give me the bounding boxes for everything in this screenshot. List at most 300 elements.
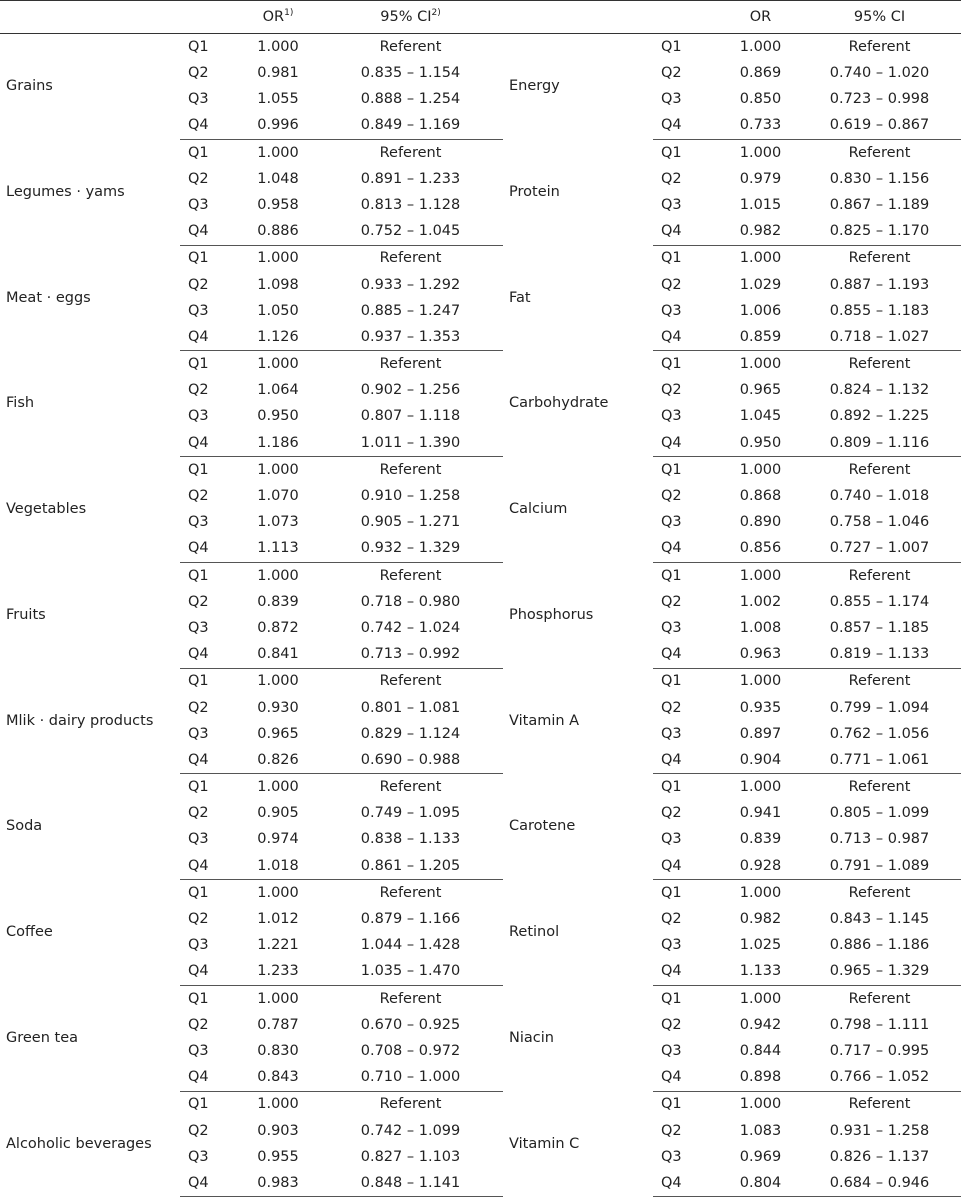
ci-value: 0.885 – 1.247 <box>360 302 461 319</box>
ci-value: 0.805 – 1.099 <box>829 805 930 822</box>
or-value: 1.083 <box>739 1122 782 1139</box>
or-value: 1.000 <box>739 144 782 161</box>
quartile-label: Q2 <box>188 170 209 187</box>
ci-value: Referent <box>848 356 911 373</box>
ci-value: Referent <box>848 779 911 796</box>
or-value: 1.000 <box>257 990 299 1007</box>
header-or-right: OR <box>723 1 798 34</box>
food-group-name: Grains <box>6 78 53 95</box>
ci-value: Referent <box>379 567 442 584</box>
quartile-label: Q2 <box>661 805 682 822</box>
or-value: 1.000 <box>739 567 782 584</box>
quartile-label: Q4 <box>653 113 723 140</box>
or-value: 0.955 <box>257 1148 299 1165</box>
quartile-label: Q3 <box>661 725 682 742</box>
header-ci-left: 95% CI$^{2)}$ <box>318 1 503 34</box>
quartile-label: Q2 <box>188 805 209 822</box>
quartile-label: Q3 <box>661 408 682 425</box>
ci-value: Referent <box>379 673 442 690</box>
quartile-label: Q4 <box>180 113 238 140</box>
ci-value: Referent <box>848 144 911 161</box>
ci-value: Referent <box>379 250 442 267</box>
or-value: 0.974 <box>257 831 299 848</box>
quartile-label: Q1 <box>661 567 682 584</box>
or-value: 0.872 <box>257 619 299 636</box>
quartile-label: Q2 <box>188 488 209 505</box>
ci-value: Referent <box>848 990 911 1007</box>
or-value: 0.787 <box>257 1016 299 1033</box>
or-value: 0.839 <box>257 593 299 610</box>
quartile-label: Q2 <box>661 276 682 293</box>
ci-value: 0.807 – 1.118 <box>360 408 461 425</box>
table-row <box>0 985 961 1012</box>
or-value: 1.000 <box>257 356 299 373</box>
table-body <box>0 34 961 1197</box>
or-value: 0.897 <box>739 725 782 742</box>
or-value: 1.018 <box>238 853 318 880</box>
ci-value: 0.813 – 1.128 <box>360 196 461 213</box>
food-group-name: Fish <box>6 395 35 412</box>
table-row <box>0 457 961 484</box>
nutrient-name: Niacin <box>509 1029 554 1046</box>
ci-value: 0.791 – 1.089 <box>798 853 961 880</box>
quartile-label: Q1 <box>188 673 209 690</box>
food-group-name: Soda <box>6 818 43 835</box>
ci-value: 0.742 – 1.024 <box>360 619 461 636</box>
or-value: 0.935 <box>739 699 782 716</box>
nutrient-name: Protein <box>509 183 560 200</box>
or-value: 0.869 <box>739 65 782 82</box>
or-value: 1.000 <box>739 779 782 796</box>
quartile-label: Q2 <box>661 170 682 187</box>
quartile-label: Q1 <box>188 779 209 796</box>
ci-value: 0.855 – 1.183 <box>829 302 930 319</box>
quartile-label: Q4 <box>653 1064 723 1091</box>
quartile-label: Q1 <box>188 356 209 373</box>
ci-value: 0.718 – 1.027 <box>798 324 961 351</box>
quartile-label: Q4 <box>180 1064 238 1091</box>
table-row <box>0 774 961 801</box>
header-blank <box>653 1 723 34</box>
or-value: 0.942 <box>739 1016 782 1033</box>
or-value: 0.965 <box>257 725 299 742</box>
or-value: 1.073 <box>257 514 299 531</box>
or-value: 0.963 <box>723 641 798 668</box>
or-value: 1.015 <box>739 196 782 213</box>
ci-value: 0.965 – 1.329 <box>798 959 961 986</box>
or-value: 0.903 <box>257 1122 299 1139</box>
ci-value: 0.886 – 1.186 <box>829 937 930 954</box>
or-value: 1.045 <box>739 408 782 425</box>
or-value: 0.981 <box>257 65 299 82</box>
quartile-label: Q4 <box>180 747 238 774</box>
ci-value: 0.801 – 1.081 <box>360 699 461 716</box>
ci-value: 0.740 – 1.018 <box>829 488 930 505</box>
quartile-label: Q4 <box>653 430 723 457</box>
or-value: 1.186 <box>238 430 318 457</box>
or-value: 0.965 <box>739 382 782 399</box>
quartile-label: Q3 <box>188 196 209 213</box>
quartile-label: Q3 <box>188 725 209 742</box>
or-value: 1.000 <box>739 356 782 373</box>
or-value: 0.844 <box>739 1042 782 1059</box>
or-value: 0.930 <box>257 699 299 716</box>
or-value: 1.000 <box>257 567 299 584</box>
table-row <box>0 1091 961 1118</box>
ci-value: 0.902 – 1.256 <box>360 382 461 399</box>
ci-value: Referent <box>379 1096 442 1113</box>
quartile-label: Q2 <box>661 1016 682 1033</box>
quartile-label: Q2 <box>188 911 209 928</box>
quartile-label: Q2 <box>188 276 209 293</box>
quartile-label: Q4 <box>653 747 723 774</box>
nutrient-name: Retinol <box>509 924 560 941</box>
nutrient-name: Energy <box>509 78 560 95</box>
quartile-label: Q4 <box>180 536 238 563</box>
or-value: 1.006 <box>739 302 782 319</box>
ci-value: 0.937 – 1.353 <box>318 324 503 351</box>
ci-value: Referent <box>379 779 442 796</box>
ci-value: 0.838 – 1.133 <box>360 831 461 848</box>
nutrient-name: Carbohydrate <box>509 395 609 412</box>
or-value: 0.841 <box>238 641 318 668</box>
quartile-label: Q3 <box>188 619 209 636</box>
quartile-label: Q3 <box>661 1042 682 1059</box>
quartile-label: Q4 <box>653 1170 723 1197</box>
or-value: 1.000 <box>739 990 782 1007</box>
or-value: 1.000 <box>257 884 299 901</box>
quartile-label: Q1 <box>188 1096 209 1113</box>
or-value: 1.070 <box>257 488 299 505</box>
or-value: 1.000 <box>739 1096 782 1113</box>
food-group-name: Alcoholic beverages <box>6 1135 152 1152</box>
ci-value: Referent <box>379 990 442 1007</box>
food-group-name: Coffee <box>6 924 53 941</box>
ci-value: 0.888 – 1.254 <box>360 91 461 108</box>
quartile-label: Q4 <box>653 536 723 563</box>
ci-value: 0.824 – 1.132 <box>829 382 930 399</box>
quartile-label: Q4 <box>653 959 723 986</box>
or-value: 0.804 <box>723 1170 798 1197</box>
or-value: 1.050 <box>257 302 299 319</box>
ci-value: Referent <box>848 461 911 478</box>
ci-value: 0.819 – 1.133 <box>798 641 961 668</box>
ci-value: Referent <box>848 38 911 55</box>
ci-value: Referent <box>848 1096 911 1113</box>
quartile-label: Q3 <box>188 1042 209 1059</box>
quartile-label: Q3 <box>661 937 682 954</box>
quartile-label: Q4 <box>180 641 238 668</box>
ci-value: 0.740 – 1.020 <box>829 65 930 82</box>
ci-value: 0.710 – 1.000 <box>318 1064 503 1091</box>
quartile-label: Q3 <box>661 302 682 319</box>
or-value: 1.055 <box>257 91 299 108</box>
quartile-label: Q4 <box>180 218 238 245</box>
quartile-label: Q1 <box>661 1096 682 1113</box>
ci-value: Referent <box>379 144 442 161</box>
quartile-label: Q4 <box>180 430 238 457</box>
food-group-name: Meat · eggs <box>6 289 91 306</box>
or-value: 1.000 <box>257 673 299 690</box>
quartile-label: Q1 <box>188 990 209 1007</box>
ci-value: 0.619 – 0.867 <box>798 113 961 140</box>
nutrient-name: Vitamin A <box>509 712 580 729</box>
or-value: 1.000 <box>739 461 782 478</box>
quartile-label: Q3 <box>661 514 682 531</box>
or-value: 0.859 <box>723 324 798 351</box>
quartile-label: Q2 <box>188 1016 209 1033</box>
ci-value: 1.044 – 1.428 <box>360 937 461 954</box>
quartile-label: Q2 <box>188 1122 209 1139</box>
quartile-label: Q3 <box>661 619 682 636</box>
or-value: 0.996 <box>238 113 318 140</box>
ci-value: 0.762 – 1.056 <box>829 725 930 742</box>
table-row <box>0 245 961 272</box>
quartile-label: Q1 <box>188 144 209 161</box>
quartile-label: Q2 <box>188 382 209 399</box>
nutrient-name: Carotene <box>509 818 576 835</box>
quartile-label: Q2 <box>661 911 682 928</box>
ci-value: 0.690 – 0.988 <box>318 747 503 774</box>
quartile-label: Q2 <box>661 382 682 399</box>
ci-value: 0.713 – 0.992 <box>318 641 503 668</box>
nutrient-name: Calcium <box>509 501 568 518</box>
quartile-label: Q2 <box>188 65 209 82</box>
quartile-label: Q3 <box>188 831 209 848</box>
ci-value: 0.843 – 1.145 <box>829 911 930 928</box>
table-header <box>0 1 961 34</box>
food-group-name: Fruits <box>6 606 46 623</box>
ci-value: 0.835 – 1.154 <box>360 65 461 82</box>
ci-value: 1.011 – 1.390 <box>318 430 503 457</box>
or-value: 1.133 <box>723 959 798 986</box>
or-value: 1.025 <box>739 937 782 954</box>
quartile-label: Q4 <box>180 324 238 351</box>
ci-value: 0.879 – 1.166 <box>360 911 461 928</box>
ci-value: 0.742 – 1.099 <box>360 1122 461 1139</box>
quartile-label: Q2 <box>661 65 682 82</box>
ci-value: 0.891 – 1.233 <box>360 170 461 187</box>
or-value: 0.950 <box>723 430 798 457</box>
quartile-label: Q3 <box>661 831 682 848</box>
nutrient-name: Phosphorus <box>509 606 594 623</box>
or-value: 0.898 <box>723 1064 798 1091</box>
ci-value: 0.848 – 1.141 <box>318 1170 503 1197</box>
or-value: 0.905 <box>257 805 299 822</box>
quartile-label: Q4 <box>180 853 238 880</box>
or-value: 1.233 <box>238 959 318 986</box>
quartile-label: Q4 <box>653 853 723 880</box>
header-blank <box>503 1 653 34</box>
ci-value: 0.829 – 1.124 <box>360 725 461 742</box>
or-value: 1.048 <box>257 170 299 187</box>
ci-value: 0.766 – 1.052 <box>798 1064 961 1091</box>
or-value: 0.839 <box>739 831 782 848</box>
or-value: 0.982 <box>723 218 798 245</box>
quartile-label: Q3 <box>661 196 682 213</box>
table-row <box>0 880 961 907</box>
quartile-label: Q1 <box>661 990 682 1007</box>
or-value: 1.000 <box>257 1096 299 1113</box>
quartile-label: Q2 <box>661 1122 682 1139</box>
or-value: 1.113 <box>238 536 318 563</box>
quartile-label: Q2 <box>661 593 682 610</box>
nutrient-name: Vitamin C <box>509 1135 580 1152</box>
ci-value: 0.717 – 0.995 <box>829 1042 930 1059</box>
or-value: 0.826 <box>238 747 318 774</box>
or-value: 1.000 <box>739 38 782 55</box>
quartile-label: Q4 <box>653 641 723 668</box>
ci-value: 0.809 – 1.116 <box>798 430 961 457</box>
ci-value: 0.723 – 0.998 <box>829 91 930 108</box>
or-value: 1.029 <box>739 276 782 293</box>
ci-value: 0.849 – 1.169 <box>318 113 503 140</box>
footnote-marker: 2) <box>431 8 441 19</box>
or-value: 1.000 <box>257 461 299 478</box>
ci-value: 0.887 – 1.193 <box>829 276 930 293</box>
or-value: 1.221 <box>257 937 299 954</box>
nutrient-name: Fat <box>509 289 531 306</box>
ci-value: Referent <box>848 567 911 584</box>
or-value: 1.000 <box>739 673 782 690</box>
or-value: 1.000 <box>257 38 299 55</box>
or-value: 0.928 <box>723 853 798 880</box>
or-value: 1.064 <box>257 382 299 399</box>
quartile-label: Q1 <box>661 673 682 690</box>
table-row <box>0 351 961 378</box>
quartile-label: Q1 <box>661 356 682 373</box>
ci-value: 0.708 – 0.972 <box>360 1042 461 1059</box>
table-row <box>0 668 961 695</box>
or-value: 0.983 <box>238 1170 318 1197</box>
ci-value: Referent <box>379 461 442 478</box>
quartile-label: Q2 <box>188 699 209 716</box>
or-value: 1.000 <box>257 250 299 267</box>
ci-value: 0.749 – 1.095 <box>360 805 461 822</box>
or-value: 1.000 <box>257 144 299 161</box>
ci-value: 0.910 – 1.258 <box>360 488 461 505</box>
or-value: 0.850 <box>739 91 782 108</box>
ci-value: 0.684 – 0.946 <box>798 1170 961 1197</box>
quartile-label: Q4 <box>180 959 238 986</box>
header-blank <box>0 1 180 34</box>
ci-value: 0.798 – 1.111 <box>829 1016 930 1033</box>
ci-value: 0.827 – 1.103 <box>360 1148 461 1165</box>
quartile-label: Q1 <box>188 461 209 478</box>
or-value: 1.000 <box>739 884 782 901</box>
or-value: 0.843 <box>238 1064 318 1091</box>
ci-value: 0.857 – 1.185 <box>829 619 930 636</box>
or-value: 0.856 <box>723 536 798 563</box>
quartile-label: Q3 <box>661 91 682 108</box>
table-row <box>0 34 961 61</box>
ci-value: 0.825 – 1.170 <box>798 218 961 245</box>
or-value: 0.904 <box>723 747 798 774</box>
ci-value: Referent <box>848 250 911 267</box>
or-value: 1.002 <box>739 593 782 610</box>
or-value: 0.982 <box>739 911 782 928</box>
quartile-label: Q1 <box>661 779 682 796</box>
ci-value: 0.713 – 0.987 <box>829 831 930 848</box>
ci-value: 0.892 – 1.225 <box>829 408 930 425</box>
table-row <box>0 562 961 589</box>
or-value: 1.000 <box>257 779 299 796</box>
table-row <box>0 139 961 166</box>
ci-value: 0.670 – 0.925 <box>360 1016 461 1033</box>
quartile-label: Q1 <box>661 144 682 161</box>
or-value: 1.012 <box>257 911 299 928</box>
quartile-label: Q2 <box>188 593 209 610</box>
ci-value: 0.727 – 1.007 <box>798 536 961 563</box>
quartile-label: Q3 <box>188 514 209 531</box>
ci-value: 0.867 – 1.189 <box>829 196 930 213</box>
quartile-label: Q3 <box>188 1148 209 1165</box>
food-group-name: Vegetables <box>6 501 87 518</box>
quartile-label: Q1 <box>661 250 682 267</box>
quartile-label: Q4 <box>653 218 723 245</box>
ci-value: 0.826 – 1.137 <box>829 1148 930 1165</box>
ci-value: 0.758 – 1.046 <box>829 514 930 531</box>
or-value: 0.950 <box>257 408 299 425</box>
quartile-label: Q3 <box>661 1148 682 1165</box>
quartile-label: Q2 <box>661 699 682 716</box>
quartile-label: Q1 <box>188 567 209 584</box>
or-value: 1.000 <box>739 250 782 267</box>
header-ci-right: 95% CI <box>798 1 961 34</box>
quartile-label: Q3 <box>188 408 209 425</box>
header-blank <box>180 1 238 34</box>
or-value: 0.969 <box>739 1148 782 1165</box>
ci-value: Referent <box>379 356 442 373</box>
quartile-label: Q3 <box>188 302 209 319</box>
ci-value: 0.861 – 1.205 <box>318 853 503 880</box>
quartile-label: Q1 <box>661 884 682 901</box>
ci-value: 0.830 – 1.156 <box>829 170 930 187</box>
ci-value: Referent <box>848 673 911 690</box>
quartile-label: Q4 <box>180 1170 238 1197</box>
ci-value: Referent <box>379 38 442 55</box>
or-value: 0.941 <box>739 805 782 822</box>
or-value: 0.886 <box>238 218 318 245</box>
ci-value: 0.718 – 0.980 <box>360 593 461 610</box>
ci-value: 0.855 – 1.174 <box>829 593 930 610</box>
or-value: 0.958 <box>257 196 299 213</box>
quartile-label: Q2 <box>661 488 682 505</box>
or-value: 0.979 <box>739 170 782 187</box>
ci-value: 0.931 – 1.258 <box>829 1122 930 1139</box>
header-or-left: OR$^{1)}$ <box>238 1 318 34</box>
ci-value: Referent <box>848 884 911 901</box>
or-value: 1.126 <box>238 324 318 351</box>
ci-value: 0.932 – 1.329 <box>318 536 503 563</box>
quartile-label: Q1 <box>661 461 682 478</box>
ci-value: 0.933 – 1.292 <box>360 276 461 293</box>
ci-value: Referent <box>379 884 442 901</box>
food-group-name: Green tea <box>6 1029 79 1046</box>
quartile-label: Q1 <box>188 250 209 267</box>
or-value: 0.868 <box>739 488 782 505</box>
ci-value: 0.752 – 1.045 <box>318 218 503 245</box>
footnote-marker: 1) <box>284 8 294 19</box>
or-value: 0.733 <box>723 113 798 140</box>
quartile-label: Q3 <box>188 937 209 954</box>
or-value: 1.098 <box>257 276 299 293</box>
ci-value: 0.799 – 1.094 <box>829 699 930 716</box>
food-group-name: Mlik · dairy products <box>6 712 154 729</box>
quartile-label: Q1 <box>188 38 209 55</box>
quartile-label: Q3 <box>188 91 209 108</box>
or-value: 0.890 <box>739 514 782 531</box>
